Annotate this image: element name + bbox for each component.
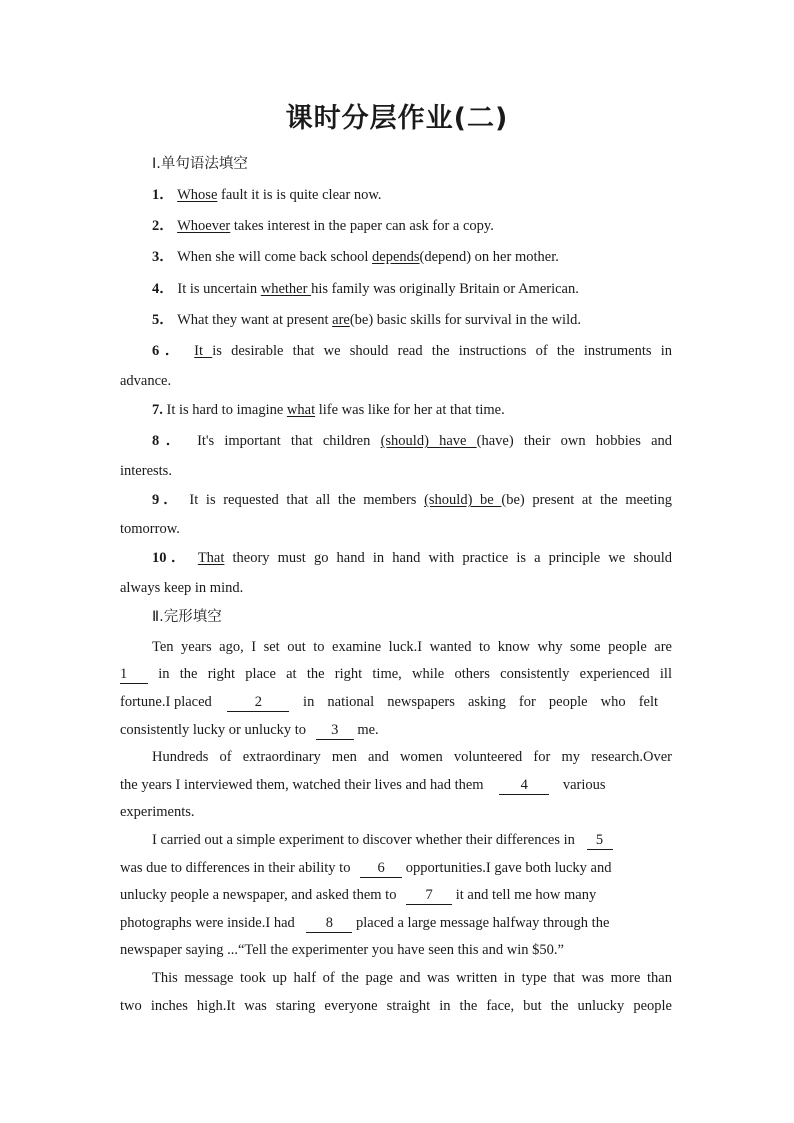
item-text: (have) their own hobbies and	[476, 433, 673, 449]
answer-text: (should) have	[380, 433, 477, 449]
answer-text: Whose	[177, 187, 218, 203]
grammar-item	[152, 310, 672, 330]
item-text: takes interest in the paper can ask for a copy.	[230, 218, 494, 234]
item-number: 7.	[152, 402, 163, 418]
answer-text: whether	[260, 281, 312, 297]
item-text: What they want at present	[177, 312, 333, 328]
item-text: It is uncertain	[177, 281, 261, 297]
passage-text: it and tell me how many	[452, 887, 597, 903]
passage-text: me.	[353, 722, 379, 738]
passage-line	[120, 664, 672, 684]
item-text: (depend) on her mother.	[419, 249, 559, 265]
passage-line: two inches high.It was staring everyone straight in the face, but the unlucky people	[120, 998, 672, 1014]
item-number: 1．	[152, 187, 174, 203]
item-number: 10．	[152, 550, 190, 566]
passage-text: I carried out a simple experiment to discover whether their differences in	[152, 832, 575, 848]
item-text: is desirable that we should read the instructions of the instruments in	[212, 343, 672, 359]
grammar-item	[152, 548, 672, 568]
grammar-item	[152, 247, 672, 267]
passage-text: the years I interviewed them, watched their lives and had them	[120, 777, 484, 793]
answer-text: are	[332, 312, 350, 328]
cloze-blank: 4	[499, 777, 549, 795]
item-text: It is requested that all the members	[189, 492, 425, 508]
passage-line	[120, 858, 672, 878]
item-number: 5．	[152, 312, 174, 328]
answer-text: (should) be	[424, 492, 502, 508]
passage-text: opportunities.I gave both lucky and	[402, 860, 612, 876]
cloze-blank: 6	[360, 860, 402, 878]
item-text: (be) basic skills for survival in the wild.	[349, 312, 581, 328]
passage-text: fortune.I placed	[120, 694, 212, 710]
passage-line: Ten years ago, I set out to examine luck.I wanted to know why some people are	[152, 639, 672, 655]
item-text: When she will come back school	[177, 249, 373, 265]
answer-text: It	[194, 343, 213, 359]
passage-line	[120, 885, 672, 905]
item-text: his family was originally Britain or American.	[311, 281, 579, 297]
passage-line	[120, 692, 672, 712]
answer-text: what	[286, 402, 316, 418]
item-number: 9．	[152, 492, 182, 508]
grammar-item	[152, 216, 672, 236]
grammar-item	[152, 185, 672, 205]
item-continuation: advance.	[120, 373, 172, 389]
item-text: theory must go hand in hand with practice is a principle we should	[224, 550, 672, 566]
item-text: It is hard to imagine	[166, 402, 287, 418]
passage-text: consistently lucky or unlucky to	[120, 722, 307, 738]
cloze-blank: 7	[406, 887, 452, 905]
item-continuation: tomorrow.	[120, 521, 180, 537]
item-continuation: interests.	[120, 463, 172, 479]
item-number: 3．	[152, 249, 174, 265]
passage-line	[120, 775, 672, 795]
item-number: 8．	[152, 433, 187, 449]
passage-text: in national newspapers asking for people who felt	[303, 694, 659, 710]
item-text: (be) present at the meeting	[501, 492, 673, 508]
cloze-blank: 2	[227, 694, 289, 712]
item-number: 4．	[152, 281, 174, 297]
passage-line: Hundreds of extraordinary men and women volunteered for my research.Over	[152, 749, 672, 765]
item-text: life was like for her at that time.	[315, 402, 505, 418]
passage-text: was due to differences in their ability to	[120, 860, 351, 876]
passage-text: in the right place at the right time, while others consistently experienced ill	[148, 666, 672, 682]
passage-line: experiments.	[120, 804, 195, 820]
grammar-item	[152, 431, 672, 451]
grammar-item	[152, 341, 672, 361]
passage-line: This message took up half of the page and was written in type that was more than	[152, 970, 672, 986]
passage-line	[120, 720, 672, 740]
grammar-item	[152, 490, 672, 510]
item-number: 2．	[152, 218, 174, 234]
section-heading-cloze: Ⅱ.完形填空	[152, 609, 222, 625]
answer-text: That	[197, 550, 225, 566]
item-text: fault it is is quite clear now.	[217, 187, 382, 203]
passage-line	[120, 913, 672, 933]
item-number: 6．	[152, 343, 185, 359]
answer-text: depends	[372, 249, 420, 265]
cloze-blank: 5	[587, 832, 613, 850]
answer-text: Whoever	[177, 218, 231, 234]
cloze-blank: 8	[306, 915, 352, 933]
passage-line	[152, 830, 672, 850]
passage-text: photographs were inside.I had	[120, 915, 295, 931]
cloze-blank: 1	[120, 666, 148, 684]
passage-text: various	[562, 777, 606, 793]
cloze-blank: 3	[316, 722, 354, 740]
grammar-item	[152, 279, 672, 299]
item-continuation: always keep in mind.	[120, 580, 244, 596]
passage-text: placed a large message halfway through the	[352, 915, 610, 931]
passage-line: newspaper saying ...“Tell the experimenter you have seen this and win $50.”	[120, 942, 564, 958]
grammar-item	[152, 400, 672, 420]
passage-text: unlucky people a newspaper, and asked them to	[120, 887, 397, 903]
section-heading-grammar: Ⅰ.单句语法填空	[152, 156, 248, 172]
page-title: 课时分层作业(二)	[285, 103, 509, 134]
item-text: It's important that children	[197, 433, 381, 449]
